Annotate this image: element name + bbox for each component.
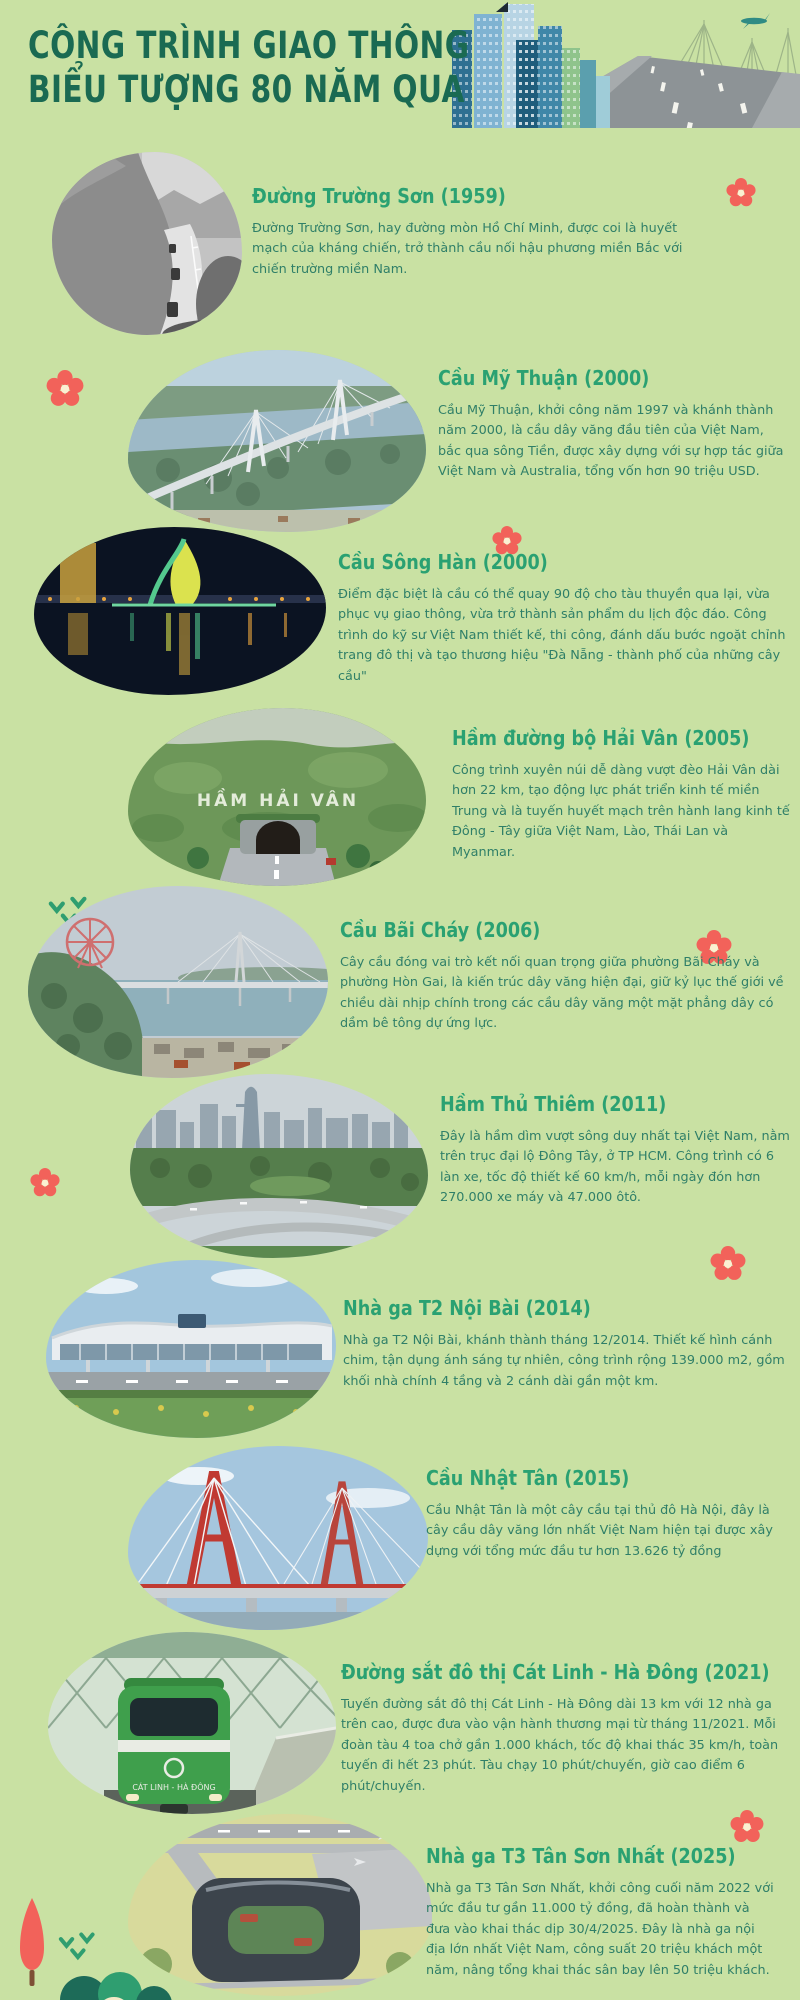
section-cau-nhat-tan: [426, 1466, 782, 1562]
flower-icon: [726, 178, 756, 208]
section-title: Nhà ga T2 Nội Bài (2014): [343, 1296, 591, 1320]
page-title-line1: CÔNG TRÌNH GIAO THÔNG: [28, 24, 470, 67]
sprout-icon: [56, 1930, 102, 1964]
thu-thiem-city-photo: [130, 1074, 428, 1258]
song-han-bridge-night-photo: [34, 527, 326, 695]
section-title: Hầm Thủ Thiêm (2011): [440, 1092, 667, 1116]
section-body: Đây là hầm dìm vượt sông duy nhất tại Việt Nam, nằm trên trục đại lộ Đông Tây, ở TP HCM. Công trình có 6 làn xe, tốc độ thiết kế 60 km/h, mỗi ngày đón hơn 270.000 xe máy và 47.000 ôtô.: [440, 1129, 790, 1206]
my-thuan-bridge-photo: [128, 350, 426, 532]
section-title: Đường Trường Sơn (1959): [252, 184, 506, 208]
flower-icon: [30, 1168, 60, 1198]
photo-duong-truong-son: [52, 152, 242, 335]
section-title: Cầu Mỹ Thuận (2000): [438, 366, 650, 390]
t3-tan-son-nhat-photo: [128, 1814, 432, 1996]
section-body: Nhà ga T2 Nội Bài, khánh thành tháng 12/2014. Thiết kế hình cánh chim, tận dụng ánh sáng tự nhiên, công trình rộng 139.000 m2, gồm khối nhà chính 4 tầng và 2 cánh dài gần một km.: [343, 1333, 785, 1389]
cat-linh-train-photo: [48, 1632, 336, 1814]
section-body: Cầu Nhật Tân là một cây cầu tại thủ đô Hà Nội, đây là cây cầu dây văng lớn nhất Việt Nam hiện tại được xây dựng với tổng mức đầu tư hơn 13.626 tỷ đồng: [426, 1503, 773, 1559]
section-title: Cầu Nhật Tân (2015): [426, 1466, 630, 1490]
photo-ham-thu-thiem: [130, 1074, 428, 1258]
section-title: Đường sắt đô thị Cát Linh - Hà Đông (2021): [341, 1660, 770, 1684]
section-nha-ga-t3-tan-son-nhat: [426, 1844, 776, 1981]
section-body: Nhà ga T3 Tân Sơn Nhất, khởi công cuối năm 2022 với mức đầu tư gần 11.000 tỷ đồng, đã hoàn thành và đưa vào khai thác dịp 30/4/2025. Đây là nhà ga nội địa lớn nhất Việt Nam, công suất 20 triệu khách một năm, nâng tổng khai thác sân bay lên 50 triệu khách.: [426, 1881, 774, 1978]
section-body: Cây cầu đóng vai trò kết nối quan trọng giữa phường Bãi Cháy và phường Hòn Gai, là kiến trúc dây văng hiện đại, giữ kỷ lục thế giới về chiều dài nhịp chính trong các cầu dây văng một mặt phẳng dây có dầm bê tông dự ứng lực.: [340, 955, 784, 1032]
section-title: Hầm đường bộ Hải Vân (2005): [452, 726, 750, 750]
section-duong-truong-son: [252, 184, 712, 280]
section-ham-hai-van: [452, 726, 792, 863]
photo-cau-nhat-tan: [128, 1446, 428, 1630]
flower-icon: [710, 1246, 746, 1282]
hillside-text: HẦM HẢI VÂN: [196, 791, 360, 811]
section-title: Cầu Sông Hàn (2000): [338, 550, 548, 574]
photo-ham-hai-van: [128, 708, 426, 886]
train-front-text: CÁT LINH - HÀ ĐÔNG: [132, 1783, 216, 1792]
section-title: Nhà ga T3 Tân Sơn Nhất (2025): [426, 1844, 736, 1868]
bai-chay-bridge-photo: [28, 886, 328, 1078]
photo-cat-linh-ha-dong: [48, 1632, 336, 1814]
page-title-line2: BIỂU TƯỢNG 80 NĂM QUA: [28, 67, 465, 111]
page-title: [28, 24, 580, 111]
truong-son-road-photo: [52, 152, 242, 335]
section-title: Cầu Bãi Cháy (2006): [340, 918, 541, 942]
hai-van-tunnel-photo: [128, 708, 426, 886]
section-ham-thu-thiem: [440, 1092, 792, 1209]
photo-cau-bai-chay: [28, 886, 328, 1078]
section-cau-bai-chay: [340, 918, 788, 1035]
t2-noi-bai-terminal-photo: [46, 1260, 336, 1438]
photo-cau-my-thuan: [128, 350, 426, 532]
photo-nha-ga-t2-noi-bai: [46, 1260, 336, 1438]
section-cau-my-thuan: [438, 366, 790, 483]
section-nha-ga-t2-noi-bai: [343, 1296, 788, 1392]
photo-nha-ga-t3-tan-son-nhat: [128, 1814, 432, 1996]
section-body: Đường Trường Sơn, hay đường mòn Hồ Chí Minh, được coi là huyết mạch của kháng chiến, trở thành cầu nối hậu phương miền Bắc với chiến trường miền Nam.: [252, 221, 683, 277]
tree-icon: [14, 1896, 50, 1992]
section-body: Tuyến đường sắt đô thị Cát Linh - Hà Đông dài 13 km với 12 nhà ga trên cao, được đưa vào vận hành thương mại từ tháng 11/2021. Mỗi đoàn tàu 4 toa chở gần 1.000 khách, tốc độ khai thác 35 km/h, toàn tuyến đi hết 23 phút. Tàu chạy 10 phút/chuyến, giờ cao điểm 6 phút/chuyến.: [341, 1697, 779, 1794]
section-body: Công trình xuyên núi dễ dàng vượt đèo Hải Vân dài hơn 22 km, tạo động lực phát triển kinh tế miền Trung và là tuyến huyết mạch trên hành lang kinh tế Đông - Tây giữa Việt Nam, Lào, Thái Lan và Myanmar.: [452, 763, 790, 860]
section-cat-linh-ha-dong: [341, 1660, 793, 1797]
section-body: Điểm đặc biệt là cầu có thể quay 90 độ cho tàu thuyền qua lại, vừa phục vụ giao thông, vừa trở thành sản phẩm du lịch độc đáo. Công trình do kỹ sư Việt Nam thiết kế, thi công, đánh dấu bước ngoặt chỉnh trang đô thị và tạo thương hiệu "Đà Nẵng - thành phố của những cây cầu": [338, 587, 786, 684]
photo-cau-song-han: [34, 527, 326, 695]
airplane-icon: [741, 13, 770, 29]
section-cau-song-han: [338, 550, 786, 687]
flower-icon: [730, 1810, 764, 1844]
flower-icon: [46, 370, 84, 408]
nhat-tan-bridge-photo: [128, 1446, 428, 1630]
section-body: Cầu Mỹ Thuận, khởi công năm 1997 và khánh thành năm 2000, là cầu dây văng đầu tiên của Việt Nam, bắc qua sông Tiền, được xây dựng với sự hợp tác giữa Việt Nam và Australia, tổng vốn hơn 90 triệu USD.: [438, 403, 784, 480]
